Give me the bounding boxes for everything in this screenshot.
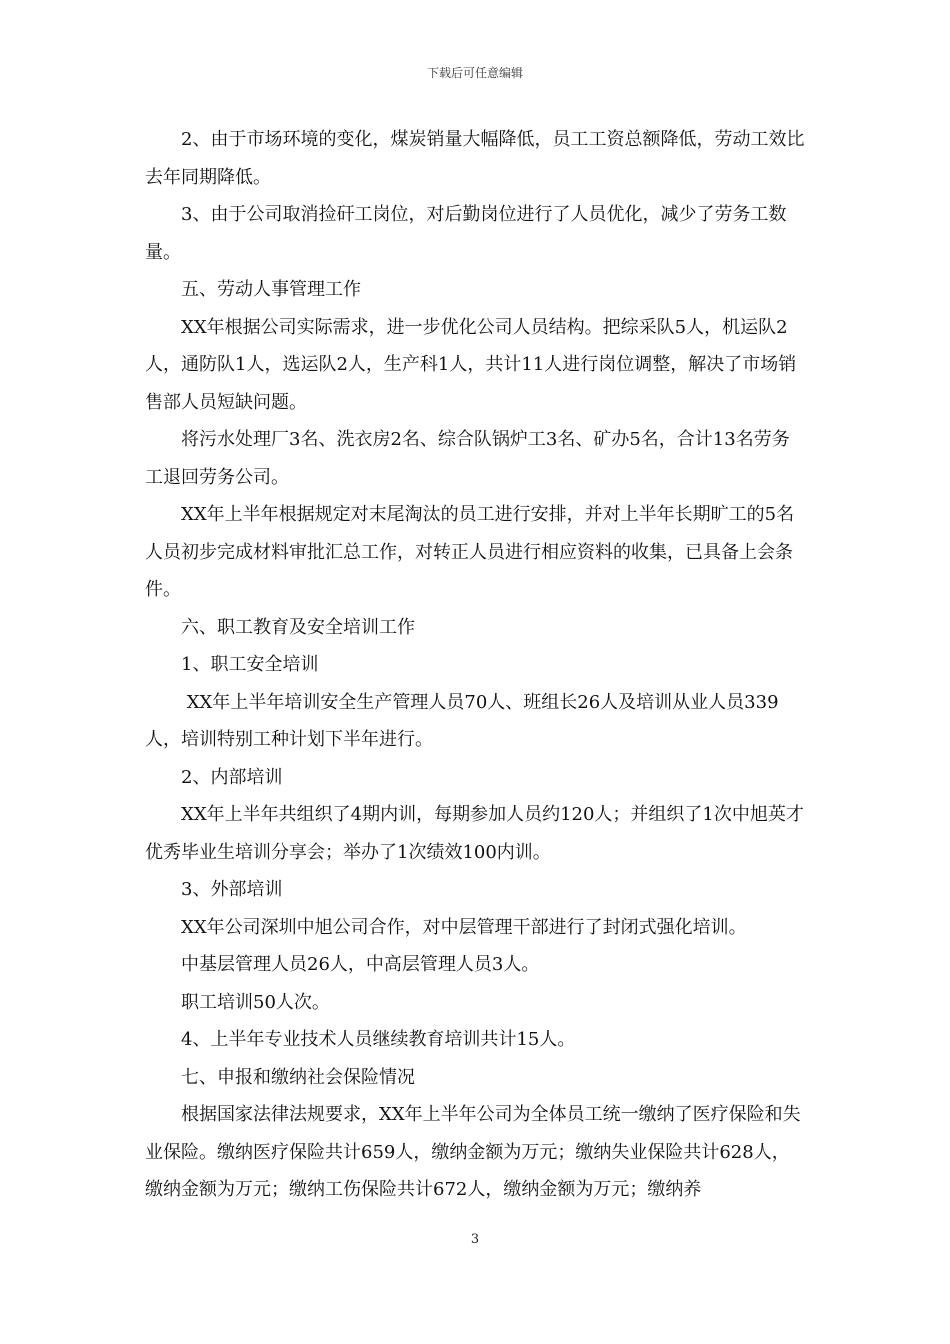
page-header-note: 下载后可任意编辑 [426, 66, 523, 80]
paragraph: XX年根据公司实际需求，进一步优化公司人员结构。把综采队5人，机运队2人，通防队1人，选运队2人，生产科1人，共计11人进行岗位调整，解决了市场销售部人员短缺问题。 [145, 316, 797, 413]
paragraph: XX年公司深圳中旭公司合作，对中层管理干部进行了封闭式强化培训。 [181, 916, 747, 938]
paragraph: 2、由于市场环境的变化，煤炭销量大幅降低，员工工资总额降低，劳动工效比去年同期降低。 [145, 129, 805, 188]
paragraph: 将污水处理厂3名、洗衣房2名、综合队锅炉工3名、矿办5名，合计13名劳务工退回劳务公司。 [145, 429, 790, 488]
page-number: 3 [470, 1232, 480, 1247]
paragraph: 职工培训50人次。 [181, 991, 330, 1013]
subsection-heading: 3、外部培训 [181, 879, 283, 900]
subsection-heading: 2、内部培训 [181, 766, 283, 788]
section-heading: 七、申报和缴纳社会保险情况 [181, 1066, 415, 1088]
paragraph: 4、上半年专业技术人员继续教育培训共计15人。 [181, 1029, 576, 1050]
section-heading: 五、劳动人事管理工作 [181, 279, 361, 300]
section-heading: 六、职工教育及安全培训工作 [181, 616, 415, 638]
paragraph: 中基层管理人员26人，中高层管理人员3人。 [181, 954, 540, 975]
paragraph: 3、由于公司取消捡矸工岗位，对后勤岗位进行了人员优化，减少了劳务工数量。 [145, 204, 787, 263]
paragraph: XX年上半年根据规定对末尾淘汰的员工进行安排，并对上半年长期旷工的5名人员初步完成材料审批汇总工作，对转正人员进行相应资料的收集，已具备上会条件。 [145, 504, 795, 600]
paragraph: XX年上半年共组织了4期内训，每期参加人员约120人；并组织了1次中旭英才优秀毕业生培训分享会；举办了1次绩效100内训。 [145, 804, 804, 863]
document-body [145, 121, 805, 1209]
paragraph: XX年上半年培训安全生产管理人员70人、班组长26人及培训从业人员339人，培训特别工种计划下半年进行。 [145, 691, 779, 750]
paragraph: 根据国家法律法规要求，XX年上半年公司为全体员工统一缴纳了医疗保险和失业保险。缴纳医疗保险共计659人，缴纳金额为万元；缴纳失业保险共计628人，缴纳金额为万元；缴纳工伤保险共计672人，缴纳金额为万元；缴纳养 [145, 1104, 801, 1200]
subsection-heading: 1、职工安全培训 [181, 654, 319, 675]
